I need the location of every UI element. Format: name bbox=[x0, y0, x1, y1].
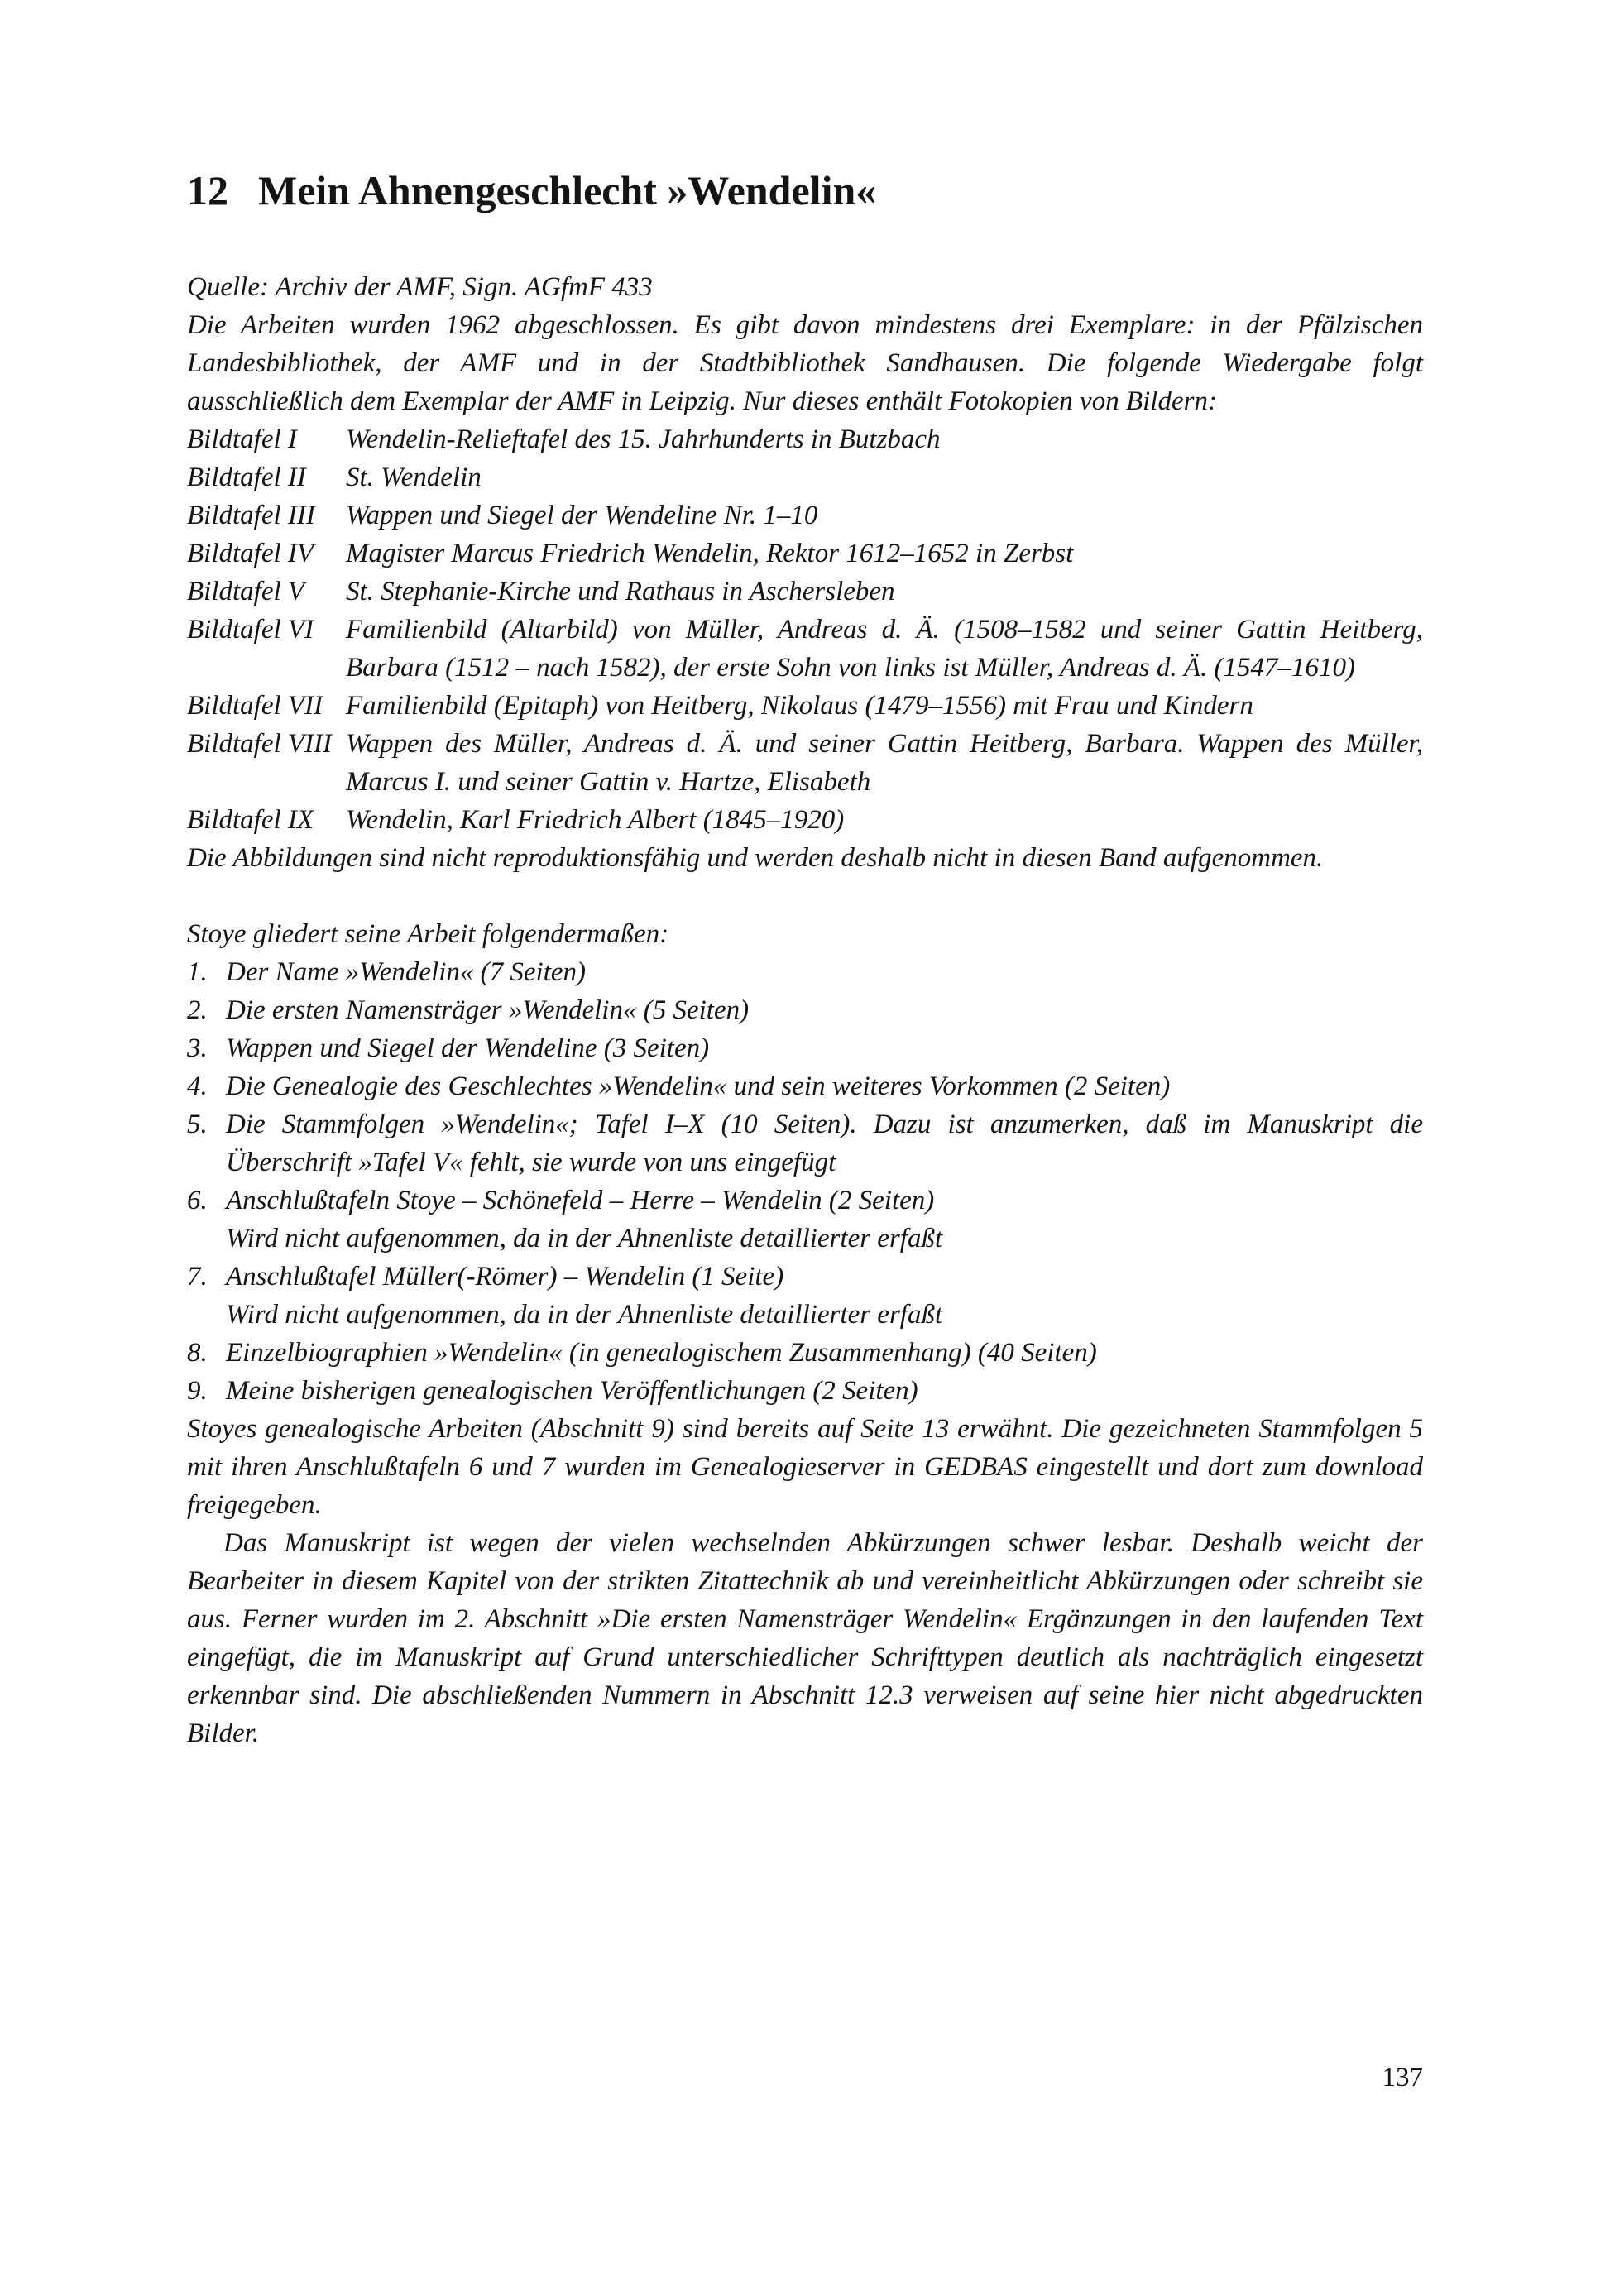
bild-note-paragraph: Die Abbildungen sind nicht reproduktionsfähig und werden deshalb nicht in diesen Band aufgenommen. bbox=[187, 843, 1324, 873]
gliederung-number: 2. bbox=[187, 995, 208, 1025]
chapter-number: 12 bbox=[187, 167, 228, 213]
chapter-heading bbox=[187, 165, 1423, 215]
gliederung-note: Wird nicht aufgenommen, da in der Ahnenliste detaillierter erfaßt bbox=[226, 1224, 943, 1253]
gliederung-text: Die Genealogie des Geschlechtes »Wendelin« und sein weiteres Vorkommen (2 Seiten) bbox=[226, 1071, 1171, 1101]
gliederung-item bbox=[187, 1067, 1423, 1105]
bildtafel-label: Bildtafel III bbox=[187, 501, 315, 530]
bildtafel-label: Bildtafel VI bbox=[187, 615, 314, 645]
gliederung-content bbox=[226, 1258, 1423, 1334]
gliederung-text: Einzelbiographien »Wendelin« (in genealogischem Zusammenhang) (40 Seiten) bbox=[226, 1338, 1097, 1368]
bildtafel-row bbox=[187, 458, 1423, 496]
gliederung-item bbox=[187, 1372, 1423, 1410]
bildtafel-label: Bildtafel I bbox=[187, 424, 297, 454]
gliederung-number: 9. bbox=[187, 1376, 208, 1406]
gliederung-number: 5. bbox=[187, 1110, 208, 1139]
bildtafel-text: Wappen und Siegel der Wendeline Nr. 1–10 bbox=[346, 501, 818, 530]
gliederung-text: Anschlußtafel Müller(-Römer) – Wendelin (1 Seite) bbox=[226, 1262, 784, 1292]
bildtafel-label: Bildtafel VIII bbox=[187, 729, 333, 759]
gliederung-note: Wird nicht aufgenommen, da in der Ahnenliste detaillierter erfaßt bbox=[226, 1300, 943, 1330]
gliederung-item bbox=[187, 1258, 1423, 1334]
bildtafel-text: Familienbild (Altarbild) von Müller, Andreas d. Ä. (1508–1582 und seiner Gattin Heitberg, Barbara (1512 – nach 1582), der erste Sohn von links ist Müller, Andreas d. Ä. (1547–1610) bbox=[346, 615, 1423, 683]
gliederung-text: Der Name »Wendelin« (7 Seiten) bbox=[226, 957, 587, 987]
gliederung-intro: Stoye gliedert seine Arbeit folgendermaßen: bbox=[187, 919, 669, 949]
bildtafel-row bbox=[187, 534, 1423, 573]
bildtafel-row bbox=[187, 420, 1423, 458]
bildtafel-label: Bildtafel IV bbox=[187, 539, 314, 568]
bildtafel-text: Wendelin, Karl Friedrich Albert (1845–1920) bbox=[346, 805, 845, 835]
gliederung-text: Die Stammfolgen »Wendelin«; Tafel I–X (10 Seiten). Dazu ist anzumerken, daß im Manuskript die Überschrift »Tafel V« fehlt, sie wurde von uns eingefügt bbox=[226, 1110, 1423, 1177]
gliederung-text: Meine bisherigen genealogischen Veröffentlichungen (2 Seiten) bbox=[226, 1376, 918, 1406]
gliederung-number: 7. bbox=[187, 1262, 208, 1292]
bildtafel-text: St. Wendelin bbox=[346, 463, 482, 492]
gliederung-item bbox=[187, 1105, 1423, 1182]
closing-paragraph-2: Das Manuskript ist wegen der vielen wechselnden Abkürzungen schwer lesbar. Deshalb weicht der Bearbeiter in diesem Kapitel von der strikten Zitattechnik ab und vereinheitlicht Abkürzungen oder schreibt sie aus. Ferner wurden im 2. Abschnitt »Die ersten Namensträger Wendelin« Ergänzungen in den laufenden Text eingefügt, die im Manuskript auf Grund unterschiedlicher Schrifttypen deutlich als nachträglich eingesetzt erkennbar sind. Die abschließenden Nummern in Abschnitt 12.3 verweisen auf seine hier nicht abgedruckten Bilder. bbox=[187, 1528, 1423, 1748]
gliederung-item bbox=[187, 1182, 1423, 1258]
bildtafel-row bbox=[187, 573, 1423, 611]
gliederung-list bbox=[187, 953, 1423, 1410]
gliederung-text: Anschlußtafeln Stoye – Schönefeld – Herre – Wendelin (2 Seiten) bbox=[226, 1186, 935, 1215]
gliederung-content bbox=[226, 1182, 1423, 1258]
gliederung-item bbox=[187, 1029, 1423, 1067]
chapter-title: Mein Ahnengeschlecht »Wendelin« bbox=[258, 167, 877, 213]
bildtafel-label: Bildtafel V bbox=[187, 577, 305, 606]
gliederung-text: Die ersten Namensträger »Wendelin« (5 Seiten) bbox=[226, 995, 750, 1025]
page-number: 137 bbox=[1382, 2063, 1423, 2092]
bildtafel-label: Bildtafel IX bbox=[187, 805, 314, 835]
gliederung-number: 4. bbox=[187, 1071, 208, 1101]
gliederung-number: 8. bbox=[187, 1338, 208, 1368]
gliederung-number: 3. bbox=[187, 1033, 208, 1063]
bildtafel-list bbox=[187, 420, 1423, 839]
bildtafel-row bbox=[187, 687, 1423, 725]
source-line: Quelle: Archiv der AMF, Sign. AGfmF 433 bbox=[187, 272, 653, 302]
bildtafel-text: Wappen des Müller, Andreas d. Ä. und seiner Gattin Heitberg, Barbara. Wappen des Müller, Marcus I. und seiner Gattin v. Hartze, Elisabeth bbox=[346, 729, 1423, 797]
gliederung-number: 1. bbox=[187, 957, 208, 987]
intro-paragraph: Die Arbeiten wurden 1962 abgeschlossen. Es gibt davon mindestens drei Exemplare: in der Pfälzischen Landesbibliothek, der AMF und in der Stadtbibliothek Sandhausen. Die folgende Wiedergabe folgt ausschließlich dem Exemplar der AMF in Leipzig. Nur dieses enthält Fotokopien von Bildern: bbox=[187, 310, 1423, 416]
bildtafel-label: Bildtafel VII bbox=[187, 691, 323, 721]
bildtafel-row bbox=[187, 611, 1423, 687]
gliederung-item bbox=[187, 1334, 1423, 1372]
gliederung-item bbox=[187, 991, 1423, 1029]
bildtafel-row bbox=[187, 725, 1423, 801]
bildtafel-text: St. Stephanie-Kirche und Rathaus in Aschersleben bbox=[346, 577, 895, 606]
closing-paragraph-1: Stoyes genealogische Arbeiten (Abschnitt 9) sind bereits auf Seite 13 erwähnt. Die gezeichneten Stammfolgen 5 mit ihren Anschlußtafeln 6 und 7 wurden im Genealogieserver in GEDBAS eingestellt und dort zum download freigegeben. bbox=[187, 1414, 1423, 1520]
gliederung-number: 6. bbox=[187, 1186, 208, 1215]
bildtafel-text: Wendelin-Relieftafel des 15. Jahrhunderts in Butzbach bbox=[346, 424, 941, 454]
body-text bbox=[187, 268, 1423, 1752]
bildtafel-row bbox=[187, 496, 1423, 534]
gliederung-text: Wappen und Siegel der Wendeline (3 Seiten) bbox=[226, 1033, 710, 1063]
bildtafel-text: Magister Marcus Friedrich Wendelin, Rektor 1612–1652 in Zerbst bbox=[346, 539, 1074, 568]
bildtafel-row bbox=[187, 801, 1423, 839]
bildtafel-label: Bildtafel II bbox=[187, 463, 306, 492]
bildtafel-text: Familienbild (Epitaph) von Heitberg, Nikolaus (1479–1556) mit Frau und Kindern bbox=[346, 691, 1253, 721]
gliederung-item bbox=[187, 953, 1423, 991]
